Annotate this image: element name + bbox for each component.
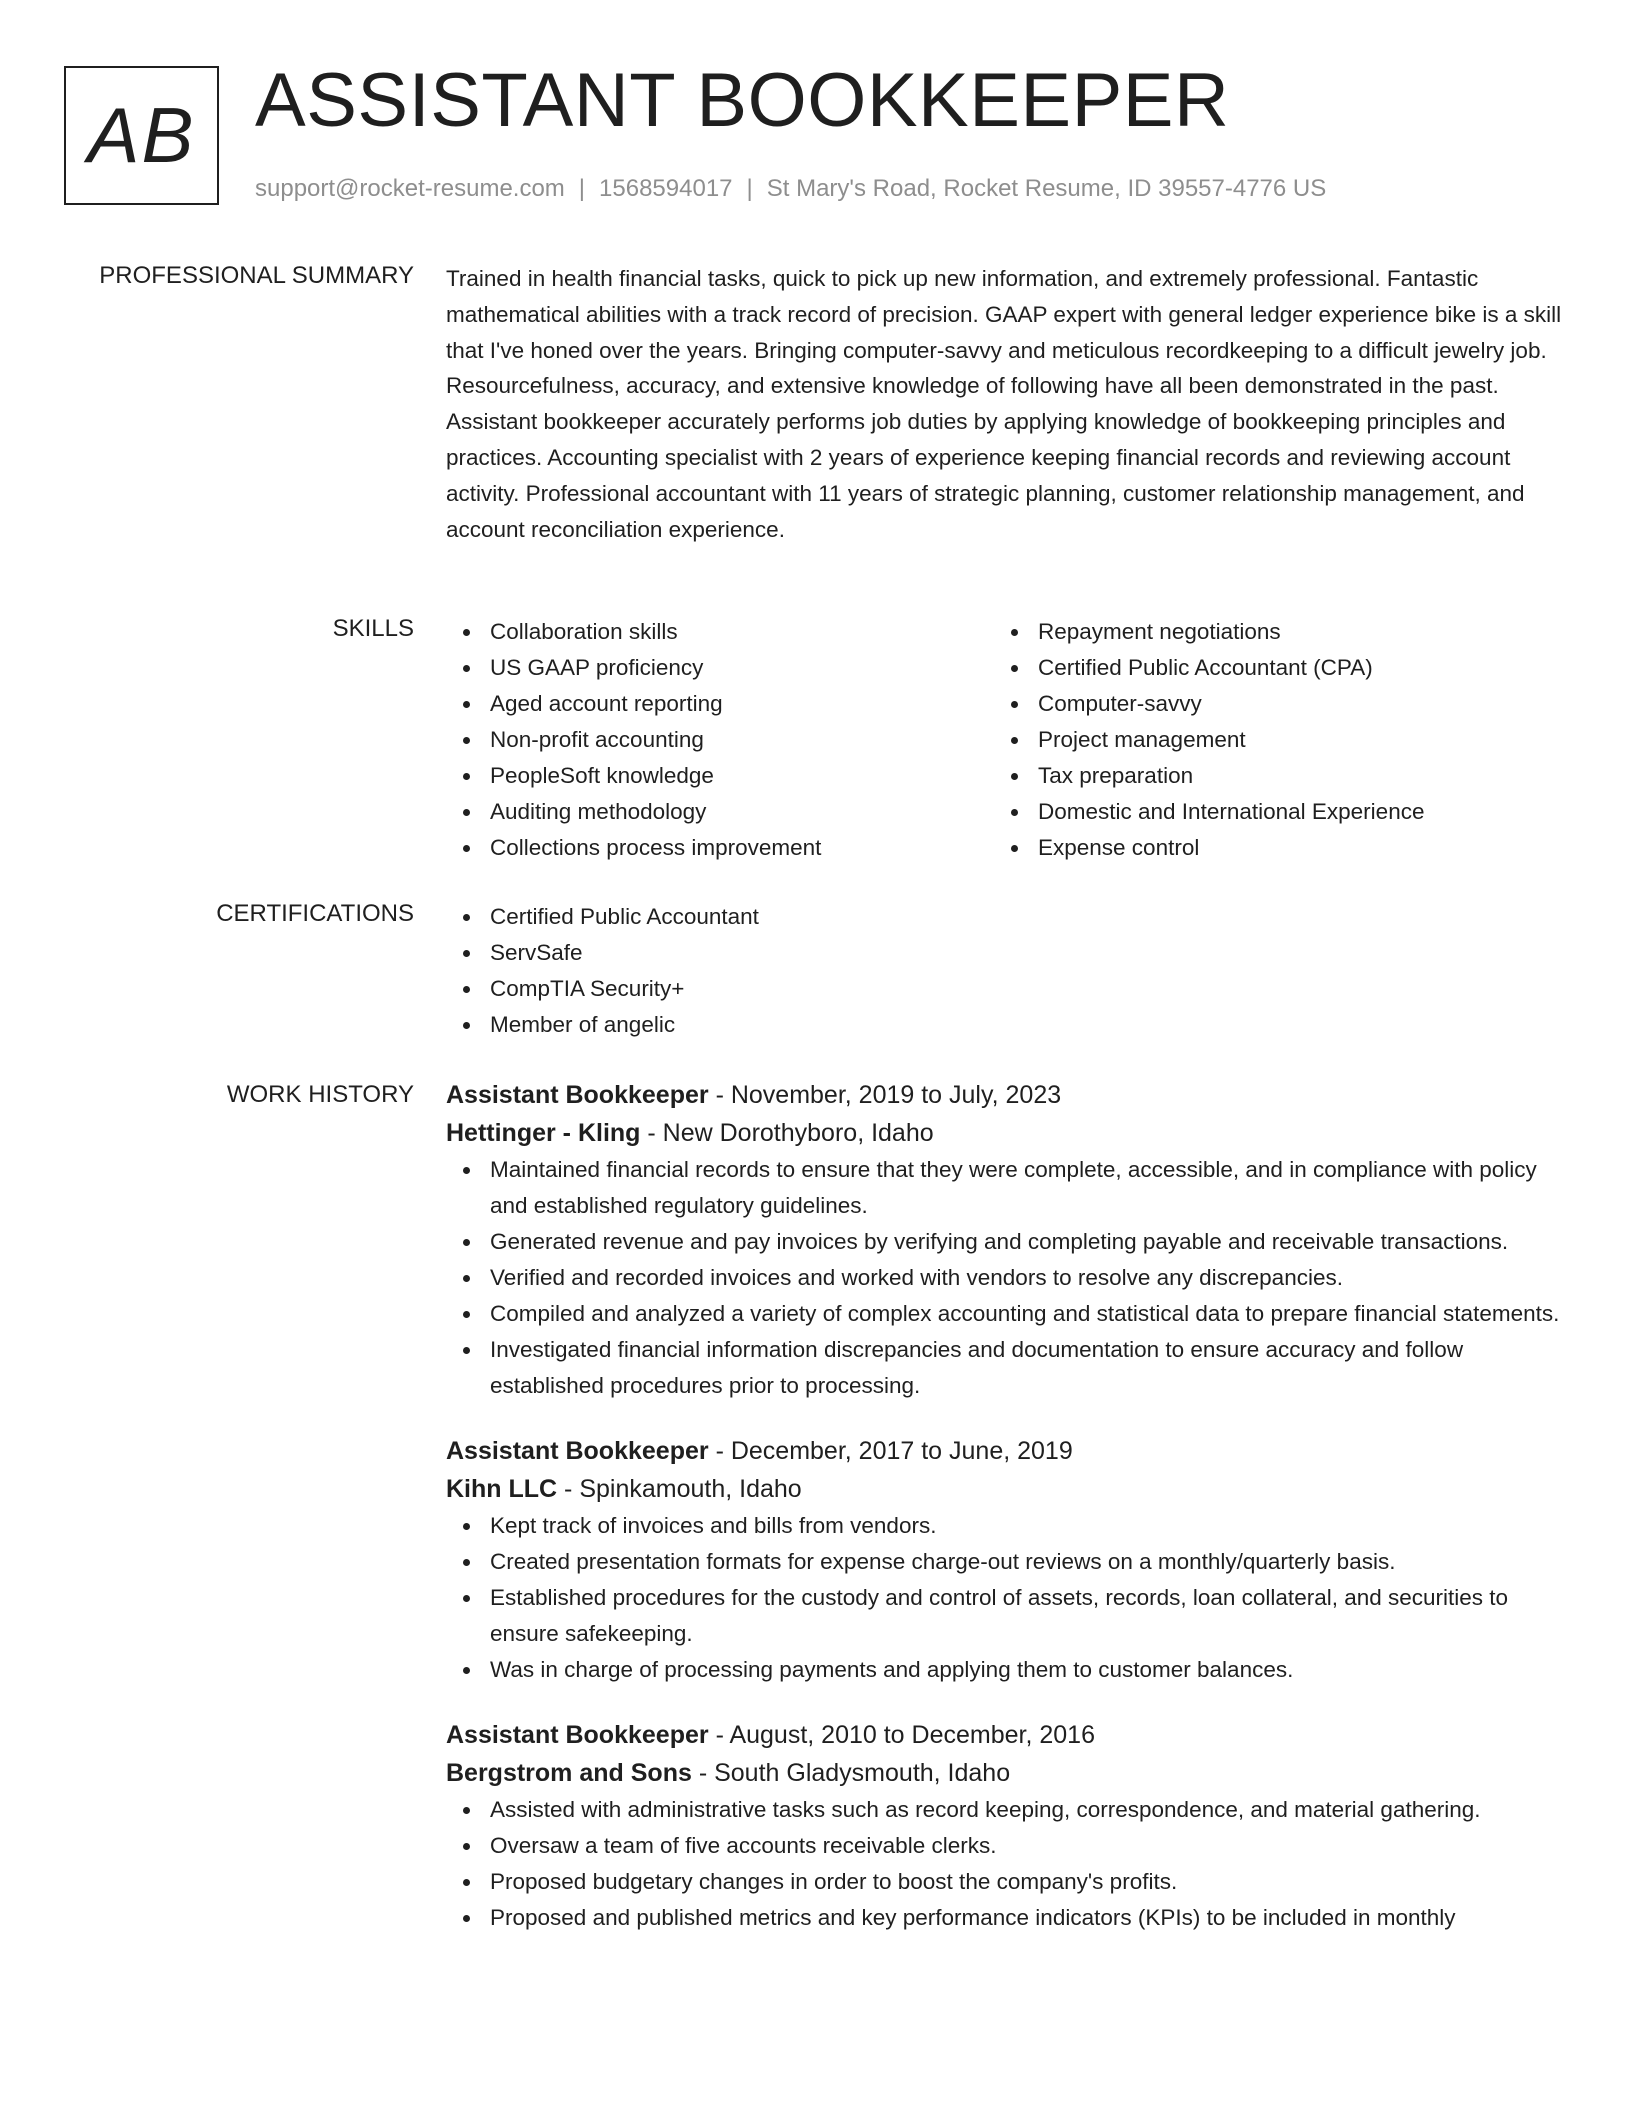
- skill-item: Tax preparation: [994, 758, 1542, 794]
- skill-item: Aged account reporting: [446, 686, 994, 722]
- skill-item: Non-profit accounting: [446, 722, 994, 758]
- skill-item: Certified Public Accountant (CPA): [994, 650, 1542, 686]
- job-bullet: Compiled and analyzed a variety of complex accounting and statistical data to prepare financial statements.: [446, 1296, 1566, 1332]
- contact-separator: |: [578, 175, 586, 202]
- job-location: - New Dorothyboro, Idaho: [647, 1119, 934, 1147]
- job-title: Assistant Bookkeeper: [446, 1081, 709, 1109]
- skill-item: Auditing methodology: [446, 794, 994, 830]
- job-title-line: [446, 1716, 1566, 1754]
- job-bullet: Was in charge of processing payments and applying them to customer balances.: [446, 1652, 1566, 1688]
- job-bullet: Assisted with administrative tasks such as record keeping, correspondence, and material gathering.: [446, 1792, 1566, 1828]
- job-bullet: Generated revenue and pay invoices by verifying and completing payable and receivable transactions.: [446, 1224, 1566, 1260]
- job-entry: [446, 1432, 1566, 1688]
- job-company-line: [446, 1114, 1566, 1152]
- skills-label: SKILLS: [332, 615, 414, 642]
- certification-item: ServSafe: [446, 935, 1566, 971]
- monogram-box: [64, 66, 219, 205]
- job-dates: - November, 2019 to July, 2023: [715, 1081, 1062, 1109]
- certifications-label: CERTIFICATIONS: [216, 900, 414, 927]
- job-bullet: Investigated financial information discrepancies and documentation to ensure accuracy and follow established procedures prior to processing.: [446, 1332, 1566, 1404]
- job-company: Kihn LLC: [446, 1475, 558, 1503]
- job-title-line: [446, 1432, 1566, 1470]
- work-history-label: WORK HISTORY: [226, 1081, 414, 1108]
- skill-item: Project management: [994, 722, 1542, 758]
- skills-column-left: [446, 614, 994, 866]
- job-dates: - August, 2010 to December, 2016: [715, 1721, 1095, 1749]
- summary-text: Trained in health financial tasks, quick to pick up new information, and extremely professional. Fantastic mathematical abilities with a track record of precision. GAAP expert with general ledger experience bike is a skill that I've honed over the years. Bringing computer-savvy and meticulous recordkeeping to a difficult jewelry job. Resourcefulness, accuracy, and extensive knowledge of following have all been demonstrated in the past. Assistant bookkeeper accurately performs job duties by applying knowledge of bookkeeping principles and practices. Accounting specialist with 2 years of experience keeping financial records and reviewing account activity. Professional accountant with 11 years of strategic planning, customer relationship management, and account reconciliation experience.: [446, 266, 1562, 542]
- contact-email: support@rocket-resume.com: [255, 175, 565, 202]
- skill-item: Domestic and International Experience: [994, 794, 1542, 830]
- skill-item: Expense control: [994, 830, 1542, 866]
- job-bullet: Created presentation formats for expense charge-out reviews on a monthly/quarterly basis.: [446, 1544, 1566, 1580]
- job-title: Assistant Bookkeeper: [446, 1721, 709, 1749]
- skill-item: Collaboration skills: [446, 614, 994, 650]
- job-title-line: [446, 1076, 1566, 1114]
- contact-address: St Mary's Road, Rocket Resume, ID 39557-4776 US: [766, 175, 1327, 202]
- job-dates: - December, 2017 to June, 2019: [715, 1437, 1073, 1465]
- certification-item: CompTIA Security+: [446, 971, 1566, 1007]
- certification-item: Certified Public Accountant: [446, 899, 1566, 935]
- resume-title: ASSISTANT BOOKKEEPER: [255, 58, 1230, 143]
- contact-line: [255, 174, 1326, 204]
- job-location: - South Gladysmouth, Idaho: [698, 1759, 1011, 1787]
- job-location: - Spinkamouth, Idaho: [564, 1475, 802, 1503]
- skill-item: Collections process improvement: [446, 830, 994, 866]
- skill-item: Repayment negotiations: [994, 614, 1542, 650]
- contact-phone: 1568594017: [599, 175, 733, 202]
- monogram-initials: AB: [87, 91, 196, 179]
- skill-item: Computer-savvy: [994, 686, 1542, 722]
- job-bullet: Proposed budgetary changes in order to boost the company's profits.: [446, 1864, 1566, 1900]
- certifications-body: [446, 899, 1566, 1043]
- certification-item: Member of angelic: [446, 1007, 1566, 1043]
- job-bullet: Kept track of invoices and bills from vendors.: [446, 1508, 1566, 1544]
- job-company-line: [446, 1754, 1566, 1792]
- job-company: Bergstrom and Sons: [446, 1759, 692, 1787]
- skills-body: [446, 614, 1566, 866]
- job-company-line: [446, 1470, 1566, 1508]
- job-entry: [446, 1716, 1566, 1936]
- job-bullet: Maintained financial records to ensure that they were complete, accessible, and in compliance with policy and established regulatory guidelines.: [446, 1152, 1566, 1224]
- skill-item: PeopleSoft knowledge: [446, 758, 994, 794]
- job-bullet: Established procedures for the custody and control of assets, records, loan collateral, and securities to ensure safekeeping.: [446, 1580, 1566, 1652]
- work-history-body: [446, 1076, 1566, 1936]
- job-title: Assistant Bookkeeper: [446, 1437, 709, 1465]
- contact-separator: |: [746, 175, 753, 202]
- job-bullet: Proposed and published metrics and key performance indicators (KPIs) to be included in monthly: [446, 1900, 1566, 1936]
- summary-label: PROFESSIONAL SUMMARY: [99, 262, 414, 289]
- summary-body: [446, 261, 1566, 547]
- job-bullet: Oversaw a team of five accounts receivable clerks.: [446, 1828, 1566, 1864]
- job-bullet: Verified and recorded invoices and worked with vendors to resolve any discrepancies.: [446, 1260, 1566, 1296]
- skill-item: US GAAP proficiency: [446, 650, 994, 686]
- skills-column-right: [994, 614, 1542, 866]
- job-entry: [446, 1076, 1566, 1404]
- job-company: Hettinger - Kling: [446, 1119, 641, 1147]
